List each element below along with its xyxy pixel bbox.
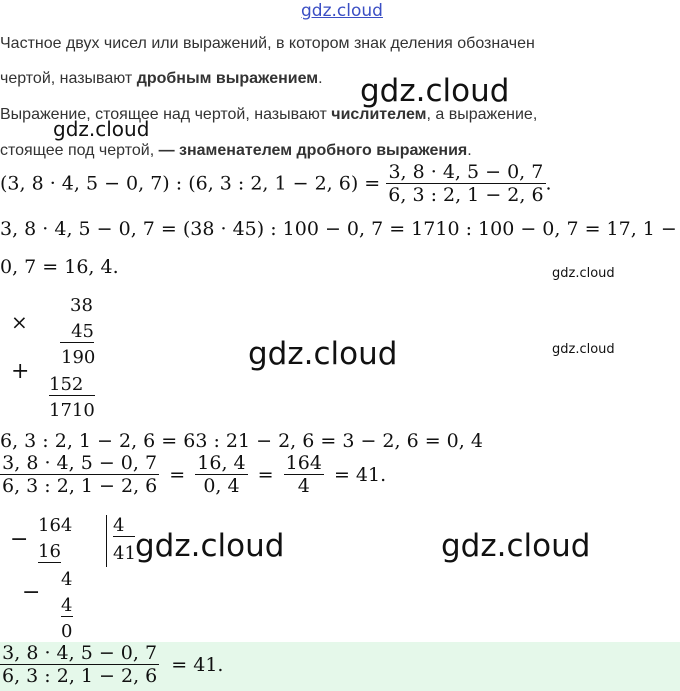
mult-factor-1: 38 — [70, 295, 93, 316]
final-answer — [0, 642, 223, 687]
equation-1-fraction — [386, 161, 545, 206]
final-result: = 41. — [171, 653, 224, 676]
eq4-f3-numerator: 164 — [285, 452, 322, 474]
watermark: gdz.cloud — [552, 266, 615, 281]
mult-times-sign: × — [11, 310, 28, 334]
mult-plus-sign: + — [11, 359, 30, 384]
eq4-f3-denominator: 4 — [297, 475, 310, 497]
division-divisor: 4 — [113, 515, 135, 537]
term-denominator: — знаменателем дробного выражения — [158, 142, 468, 159]
equation-4 — [0, 452, 386, 497]
division-remainder-1: 4 — [61, 569, 73, 590]
division-subtract-2: 4 — [61, 595, 73, 616]
numerator-def-tail: , а выражение, — [426, 106, 538, 123]
final-denominator: 6, 3 : 2, 1 − 2, 6 — [2, 665, 158, 687]
division-dividend: 164 — [38, 515, 73, 536]
equation-2-line-1: 3, 8 · 4, 5 − 0, 7 = (38 · 45) : 100 − 0, 7 = 1710 : 100 − 0, 7 = 17, 1 − — [0, 218, 677, 240]
definition-line-2 — [0, 69, 323, 89]
watermark: gdz.cloud — [53, 117, 150, 141]
mult-factor-2: 45 — [60, 321, 94, 343]
division-bracket — [106, 515, 107, 567]
fraction-denominator: 6, 3 : 2, 1 − 2, 6 — [388, 184, 544, 206]
equation-1-end: . — [545, 172, 552, 195]
eq4-fraction-1 — [0, 452, 159, 497]
term-numerator: числителем — [331, 106, 427, 123]
eq4-equals-2: = — [257, 463, 274, 486]
final-numerator: 3, 8 · 4, 5 − 0, 7 — [0, 642, 159, 665]
division-quotient: 41 — [113, 543, 136, 564]
watermark: gdz.cloud — [360, 73, 510, 109]
equation-1 — [0, 161, 552, 206]
eq4-fraction-2 — [195, 452, 247, 497]
definition-text: чертой, называют — [0, 70, 137, 87]
watermark: gdz.cloud — [552, 342, 615, 357]
fraction-numerator: 3, 8 · 4, 5 − 0, 7 — [386, 161, 545, 184]
eq4-f1-denominator: 6, 3 : 2, 1 − 2, 6 — [2, 475, 158, 497]
eq4-f2-numerator: 16, 4 — [197, 452, 246, 474]
equation-2-line-2: 0, 7 = 16, 4. — [0, 256, 119, 278]
watermark: gdz.cloud — [248, 336, 398, 372]
watermark-top: gdz.cloud — [301, 1, 383, 21]
denominator-def-text: стоящее под чертой, — [0, 142, 159, 159]
mult-partial-2: 152 — [49, 374, 95, 396]
term-fraction-expression: дробным выражением — [136, 70, 319, 87]
definition-line-1: Частное двух чисел или выражений, в котором знак деления обозначен — [0, 35, 535, 52]
watermark: gdz.cloud — [441, 528, 591, 564]
division-subtract-1: 16 — [38, 541, 61, 562]
punct: . — [318, 70, 323, 87]
mult-result: 1710 — [49, 400, 95, 421]
equation-3: 6, 3 : 2, 1 − 2, 6 = 63 : 21 − 2, 6 = 3 − 2, 6 = 0, 4 — [0, 430, 483, 452]
punct: . — [467, 142, 472, 159]
numerator-def-text: Выражение, стоящее над чертой, называют — [0, 106, 332, 123]
mult-partial-1: 190 — [61, 347, 96, 368]
eq4-result: = 41. — [333, 463, 387, 486]
eq4-f1-numerator: 3, 8 · 4, 5 − 0, 7 — [0, 452, 159, 475]
eq4-fraction-3 — [284, 452, 324, 497]
division-minus-2: − — [22, 580, 41, 605]
eq4-f2-denominator: 0, 4 — [203, 475, 240, 497]
numerator-def-line-2 — [0, 141, 472, 161]
eq4-equals-1: = — [169, 463, 186, 486]
final-fraction — [0, 642, 159, 687]
division-remainder-2: 0 — [61, 621, 73, 642]
watermark: gdz.cloud — [135, 528, 285, 564]
division-minus-1: − — [10, 527, 29, 552]
equation-1-lhs: (3, 8 · 4, 5 − 0, 7) : (6, 3 : 2, 1 − 2, 6) = — [0, 172, 381, 195]
